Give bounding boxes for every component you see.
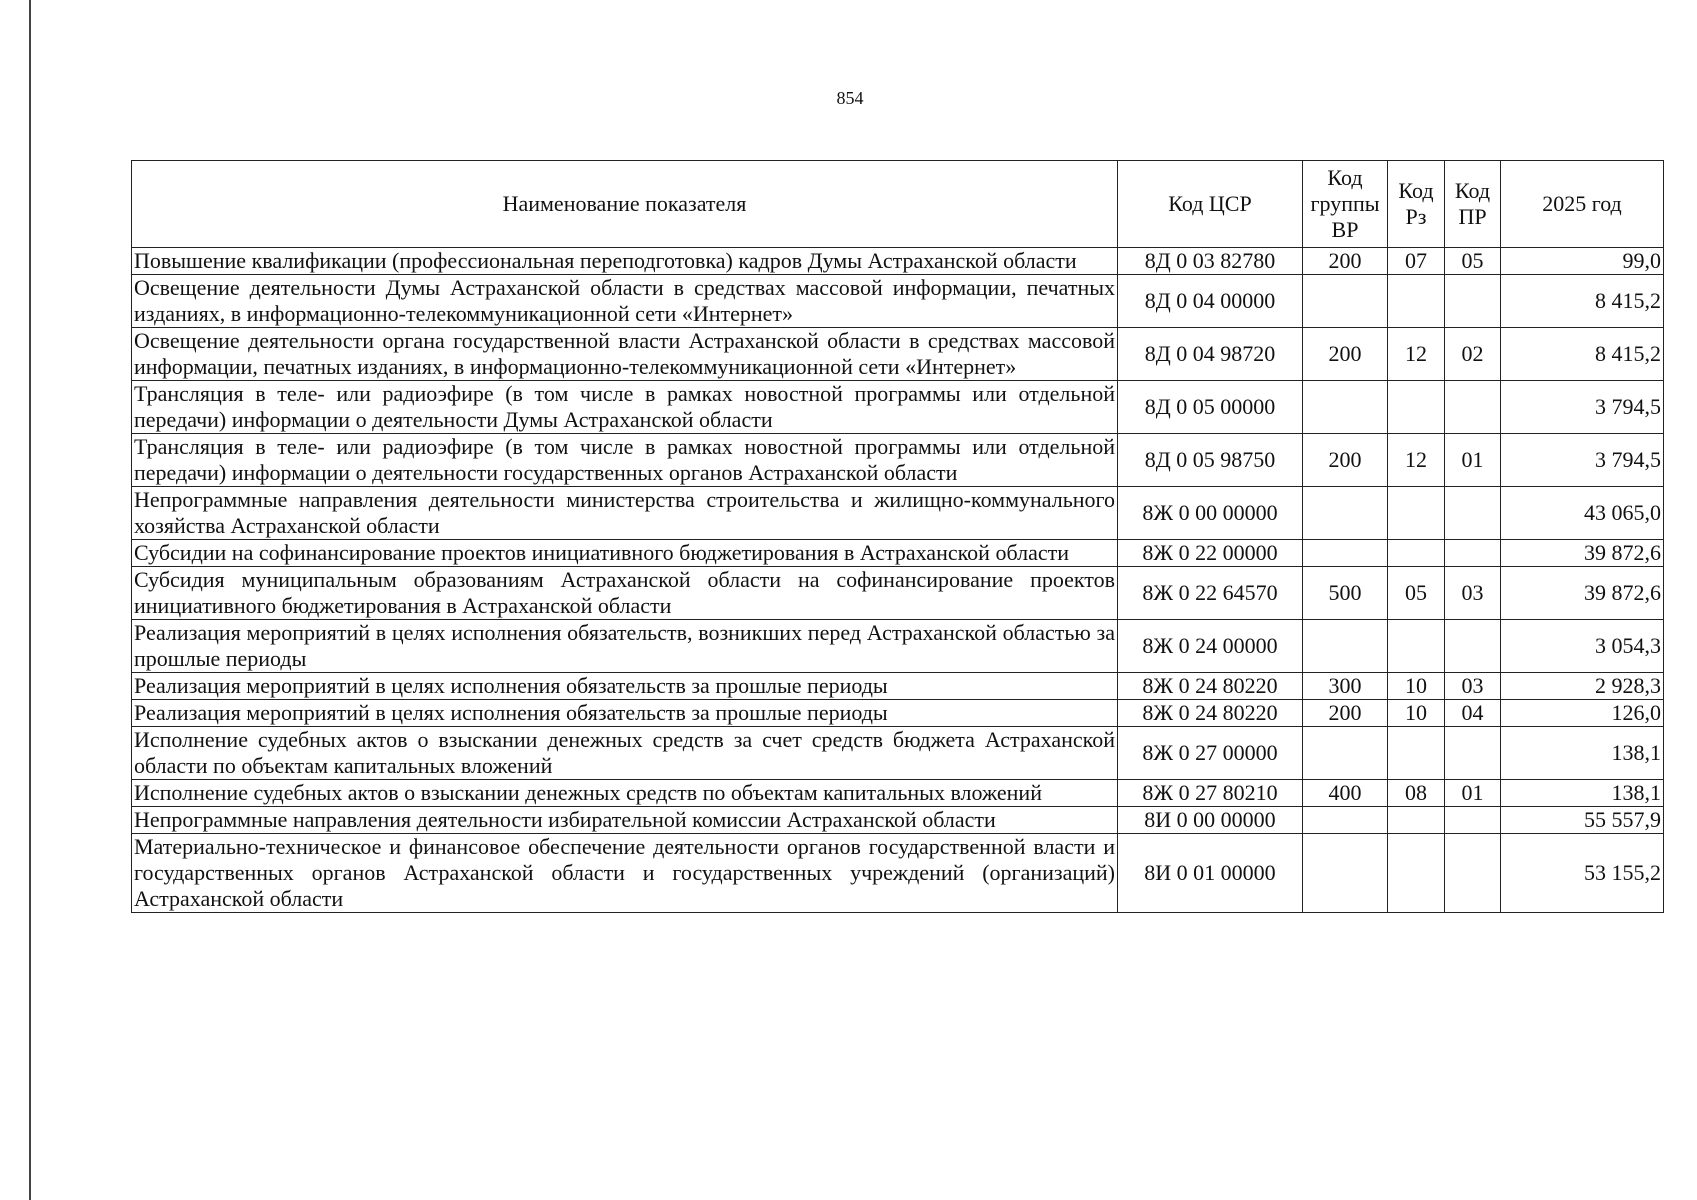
cell-pr: 03	[1445, 567, 1501, 620]
cell-pr	[1445, 807, 1501, 834]
table-body	[132, 248, 1664, 913]
cell-csr: 8Ж 0 24 00000	[1118, 620, 1303, 673]
cell-csr: 8И 0 00 00000	[1118, 807, 1303, 834]
cell-amount: 8 415,2	[1501, 275, 1664, 328]
page-edge-rule	[29, 0, 31, 1200]
table-row	[132, 780, 1664, 807]
cell-name: Реализация мероприятий в целях исполнения обязательств за прошлые периоды	[132, 700, 1118, 727]
cell-amount: 39 872,6	[1501, 567, 1664, 620]
cell-rz: 07	[1388, 248, 1445, 275]
table-row	[132, 834, 1664, 913]
cell-rz: 10	[1388, 673, 1445, 700]
table-row	[132, 620, 1664, 673]
table-row	[132, 540, 1664, 567]
cell-pr	[1445, 834, 1501, 913]
cell-pr	[1445, 487, 1501, 540]
cell-amount: 55 557,9	[1501, 807, 1664, 834]
cell-name: Трансляция в теле- или радиоэфире (в том числе в рамках новостной программы или отдельной передачи) информации о деятельности государственных органов Астраханской области	[132, 434, 1118, 487]
cell-amount: 3 054,3	[1501, 620, 1664, 673]
table-row	[132, 275, 1664, 328]
cell-amount: 99,0	[1501, 248, 1664, 275]
cell-name: Реализация мероприятий в целях исполнения обязательств за прошлые периоды	[132, 673, 1118, 700]
table-row	[132, 727, 1664, 780]
cell-rz	[1388, 275, 1445, 328]
cell-rz	[1388, 807, 1445, 834]
cell-name: Исполнение судебных актов о взыскании денежных средств за счет средств бюджета Астраханской области по объектам капитальных вложений	[132, 727, 1118, 780]
cell-name: Освещение деятельности органа государственной власти Астраханской области в средствах массовой информации, печатных изданиях, в информационно-телекоммуникационной сети «Интернет»	[132, 328, 1118, 381]
table-row	[132, 807, 1664, 834]
cell-csr: 8Д 0 04 00000	[1118, 275, 1303, 328]
cell-name: Субсидия муниципальным образованиям Астраханской области на софинансирование проектов инициативного бюджетирования в Астраханской области	[132, 567, 1118, 620]
cell-vr: 200	[1303, 700, 1388, 727]
cell-rz: 10	[1388, 700, 1445, 727]
cell-rz	[1388, 620, 1445, 673]
cell-vr	[1303, 275, 1388, 328]
cell-vr	[1303, 487, 1388, 540]
cell-pr	[1445, 540, 1501, 567]
table-row	[132, 434, 1664, 487]
table-row	[132, 700, 1664, 727]
cell-rz	[1388, 834, 1445, 913]
cell-rz	[1388, 540, 1445, 567]
cell-rz: 08	[1388, 780, 1445, 807]
cell-pr: 03	[1445, 673, 1501, 700]
table-row	[132, 328, 1664, 381]
table-header-row	[132, 161, 1664, 248]
cell-amount: 2 928,3	[1501, 673, 1664, 700]
cell-pr: 05	[1445, 248, 1501, 275]
cell-name: Исполнение судебных актов о взыскании денежных средств по объектам капитальных вложений	[132, 780, 1118, 807]
cell-pr	[1445, 727, 1501, 780]
cell-name: Непрограммные направления деятельности министерства строительства и жилищно-коммунального хозяйства Астраханской области	[132, 487, 1118, 540]
cell-rz: 12	[1388, 328, 1445, 381]
cell-vr: 200	[1303, 328, 1388, 381]
cell-rz: 12	[1388, 434, 1445, 487]
cell-name: Непрограммные направления деятельности избирательной комиссии Астраханской области	[132, 807, 1118, 834]
cell-pr: 04	[1445, 700, 1501, 727]
cell-amount: 3 794,5	[1501, 434, 1664, 487]
table-row	[132, 487, 1664, 540]
header-year: 2025 год	[1501, 161, 1664, 248]
cell-name: Трансляция в теле- или радиоэфире (в том числе в рамках новостной программы или отдельной передачи) информации о деятельности Думы Астраханской области	[132, 381, 1118, 434]
cell-vr: 400	[1303, 780, 1388, 807]
cell-vr: 200	[1303, 434, 1388, 487]
table-row	[132, 381, 1664, 434]
cell-vr: 500	[1303, 567, 1388, 620]
cell-pr	[1445, 381, 1501, 434]
cell-vr: 300	[1303, 673, 1388, 700]
header-csr: Код ЦСР	[1118, 161, 1303, 248]
cell-amount: 138,1	[1501, 727, 1664, 780]
header-vr: Код группы ВР	[1303, 161, 1388, 248]
cell-vr	[1303, 727, 1388, 780]
cell-csr: 8Д 0 05 00000	[1118, 381, 1303, 434]
page-number: 854	[836, 88, 864, 108]
cell-csr: 8Д 0 03 82780	[1118, 248, 1303, 275]
budget-table	[131, 160, 1664, 913]
cell-rz	[1388, 487, 1445, 540]
cell-amount: 43 065,0	[1501, 487, 1664, 540]
cell-vr	[1303, 540, 1388, 567]
cell-csr: 8Ж 0 00 00000	[1118, 487, 1303, 540]
cell-name: Повышение квалификации (профессиональная переподготовка) кадров Думы Астраханской области	[132, 248, 1118, 275]
cell-name: Материально-техническое и финансовое обеспечение деятельности органов государственной власти и государственных органов Астраханской области и государственных учреждений (организаций) Астраханской области	[132, 834, 1118, 913]
cell-csr: 8И 0 01 00000	[1118, 834, 1303, 913]
cell-name: Освещение деятельности Думы Астраханской области в средствах массовой информации, печатных изданиях, в информационно-телекоммуникационной сети «Интернет»	[132, 275, 1118, 328]
cell-csr: 8Д 0 05 98750	[1118, 434, 1303, 487]
cell-name: Субсидии на софинансирование проектов инициативного бюджетирования в Астраханской области	[132, 540, 1118, 567]
cell-amount: 39 872,6	[1501, 540, 1664, 567]
cell-pr: 01	[1445, 780, 1501, 807]
cell-pr	[1445, 275, 1501, 328]
cell-csr: 8Ж 0 27 00000	[1118, 727, 1303, 780]
cell-rz	[1388, 381, 1445, 434]
cell-amount: 3 794,5	[1501, 381, 1664, 434]
table-row	[132, 248, 1664, 275]
cell-pr: 02	[1445, 328, 1501, 381]
cell-vr	[1303, 620, 1388, 673]
cell-csr: 8Ж 0 22 64570	[1118, 567, 1303, 620]
cell-rz	[1388, 727, 1445, 780]
cell-pr	[1445, 620, 1501, 673]
cell-csr: 8Ж 0 24 80220	[1118, 673, 1303, 700]
cell-pr: 01	[1445, 434, 1501, 487]
cell-vr	[1303, 807, 1388, 834]
cell-vr	[1303, 834, 1388, 913]
header-pr: Код ПР	[1445, 161, 1501, 248]
header-name: Наименование показателя	[132, 161, 1118, 248]
cell-amount: 126,0	[1501, 700, 1664, 727]
table-row	[132, 567, 1664, 620]
cell-amount: 8 415,2	[1501, 328, 1664, 381]
cell-amount: 53 155,2	[1501, 834, 1664, 913]
cell-csr: 8Ж 0 22 00000	[1118, 540, 1303, 567]
cell-name: Реализация мероприятий в целях исполнения обязательств, возникших перед Астраханской областью за прошлые периоды	[132, 620, 1118, 673]
cell-vr: 200	[1303, 248, 1388, 275]
cell-csr: 8Ж 0 27 80210	[1118, 780, 1303, 807]
header-rz: Код Рз	[1388, 161, 1445, 248]
cell-amount: 138,1	[1501, 780, 1664, 807]
table-row	[132, 673, 1664, 700]
cell-vr	[1303, 381, 1388, 434]
cell-csr: 8Д 0 04 98720	[1118, 328, 1303, 381]
cell-rz: 05	[1388, 567, 1445, 620]
cell-csr: 8Ж 0 24 80220	[1118, 700, 1303, 727]
